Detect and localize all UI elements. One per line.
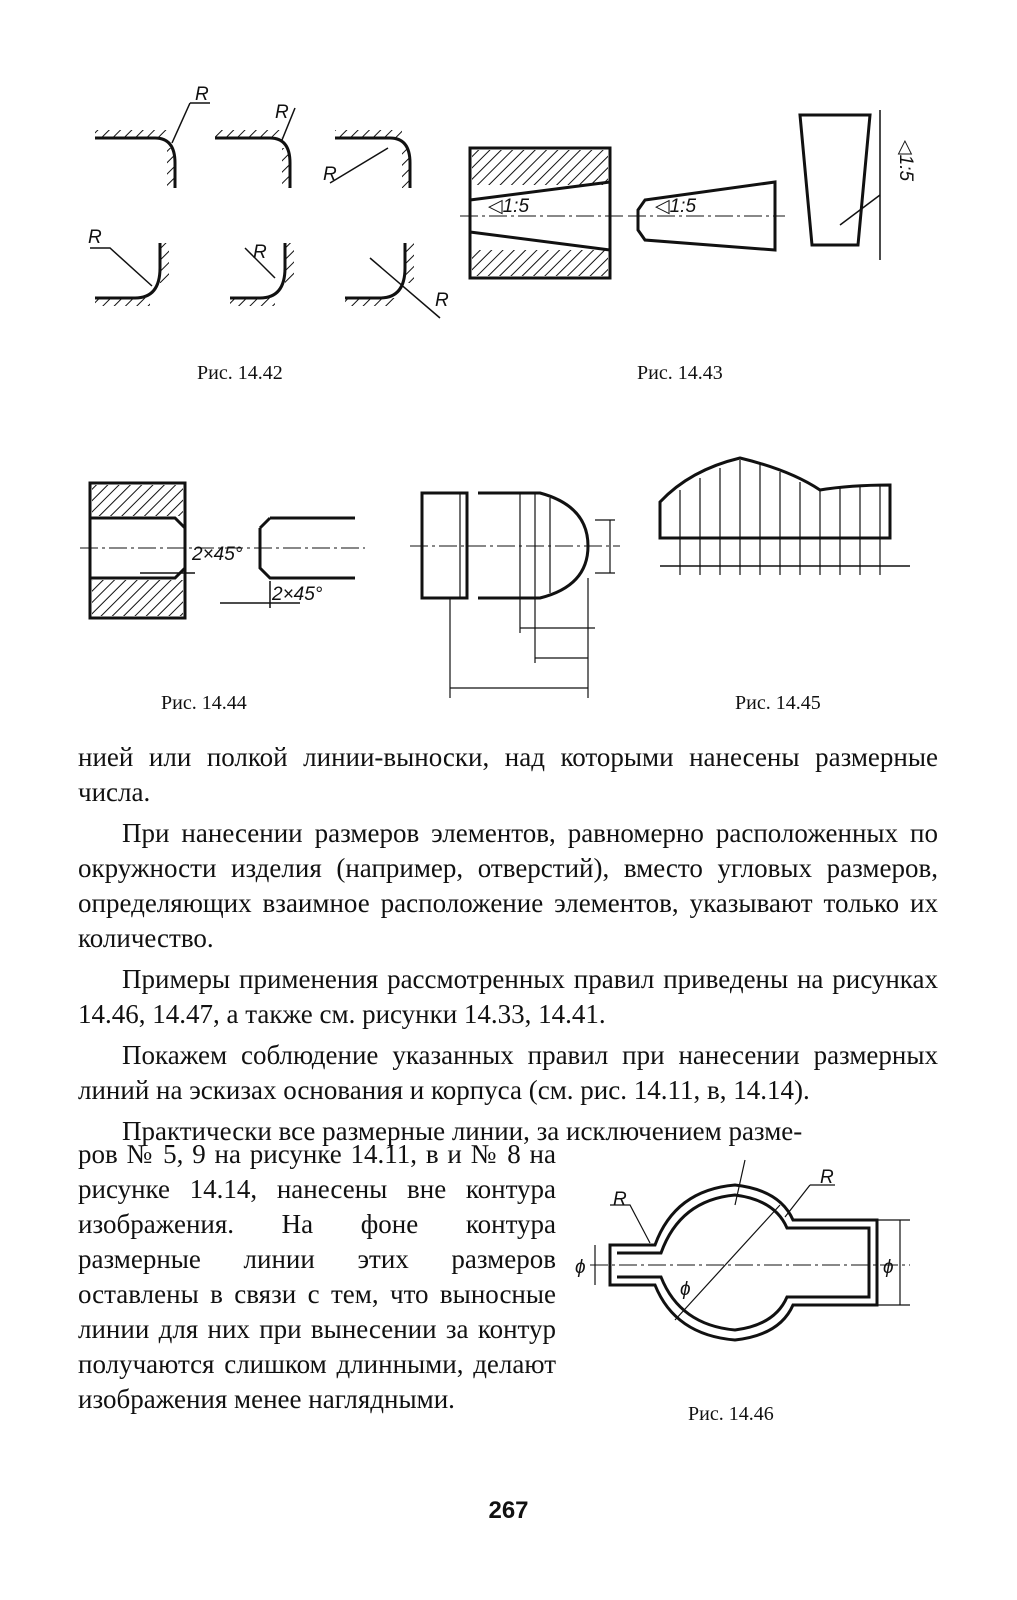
radius-label: R [88, 227, 102, 248]
figure-14-46 [565, 1155, 935, 1375]
body-text-upper [78, 740, 938, 1149]
paragraph: При нанесении размеров элементов, равномерно расположенных по окружности изделия (например, отверстий), вместо угловых размеров, определяющих взаимное расположение элементов, указывают только их количество. [78, 818, 938, 953]
paragraph: ров № 5, 9 на рисунке 14.11, в и № 8 на рисунке 14.14, нанесены вне контура изображения. На фоне контура размерные линии этих размеров оставлены в связи с тем, что выносные линии для них при вынесении за контур получаются слишком длинными, делают изображения менее наглядными. [78, 1139, 556, 1414]
radius-label: R [275, 102, 289, 123]
chamfer-drawings [80, 478, 370, 638]
radius-label: R [323, 164, 337, 185]
caption-fig-14-46: Рис. 14.46 [688, 1403, 774, 1425]
fillet-radius-drawings [70, 78, 470, 348]
radius-label: R [195, 84, 209, 105]
radius-label: R [435, 290, 449, 311]
taper-label: ◁1:5 [895, 140, 916, 182]
paragraph: Примеры применения рассмотренных правил приведены на рисунках 14.46, 14.47, а также см. рисунки 14.33, 14.41. [78, 964, 938, 1029]
body-text-wrapped [78, 1137, 556, 1417]
caption-fig-14-44: Рис. 14.44 [161, 692, 247, 714]
paragraph: нией или полкой линии-выноски, над которыми нанесены размерные числа. [78, 742, 938, 807]
housing-with-diameter-drawing [565, 1155, 935, 1375]
figure-14-45 [650, 450, 920, 580]
taper-drawings [460, 100, 930, 300]
dimension-lines-drawing [410, 488, 620, 708]
page-number: 267 [488, 1497, 529, 1524]
radius-label: R [820, 1167, 834, 1188]
caption-fig-14-42: Рис. 14.42 [197, 362, 283, 384]
profile-dimension-drawing [650, 450, 920, 580]
diameter-label: ϕ [575, 1257, 586, 1278]
taper-label: ◁1:5 [488, 196, 530, 217]
taper-label: ◁1:5 [655, 196, 697, 217]
figure-14-44-dimension-example [410, 488, 620, 708]
chamfer-label: 2×45° [272, 584, 323, 605]
figure-14-44 [80, 478, 370, 638]
paragraph: Практически все размерные линии, за исключением разме- [122, 1116, 803, 1146]
diameter-label: ϕ [680, 1279, 691, 1300]
figure-14-43 [460, 100, 930, 300]
diameter-label: ϕ [883, 1257, 894, 1278]
caption-fig-14-43: Рис. 14.43 [637, 362, 723, 384]
radius-label: R [613, 1189, 627, 1210]
figure-14-42 [70, 78, 470, 348]
caption-fig-14-45: Рис. 14.45 [735, 692, 821, 714]
radius-label: R [253, 242, 267, 263]
paragraph: Покажем соблюдение указанных правил при нанесении размерных линий на эскизах основания и корпуса (см. рис. 14.11, в, 14.14). [78, 1040, 938, 1105]
chamfer-label: 2×45° [192, 544, 243, 565]
